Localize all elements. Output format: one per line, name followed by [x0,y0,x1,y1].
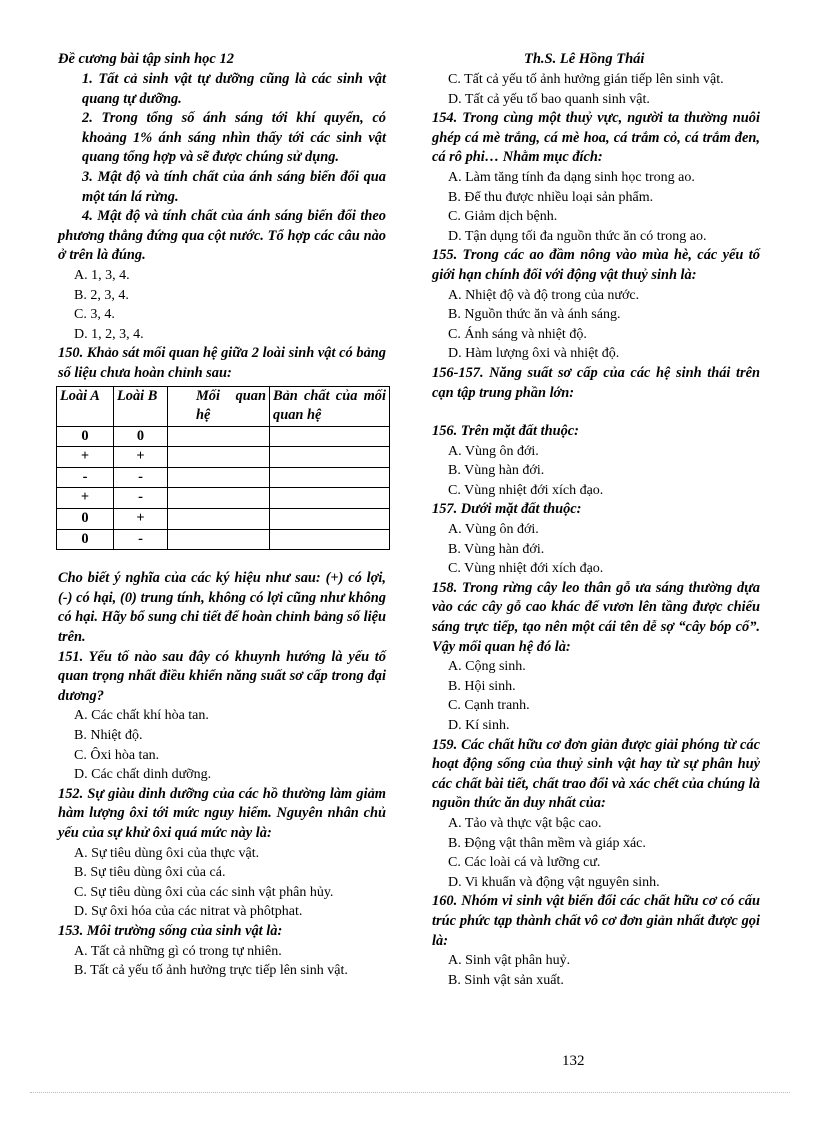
q151-question: 151. Yếu tố nào sau đây có khuynh hướng là yếu tố quan trọng nhất điều khiển năng suất sơ cấp trong đại dương? [58,648,386,704]
q154-option-c: C. Giảm dịch bệnh. [448,209,558,225]
table-cell-empty [168,447,270,468]
q155-option-b: B. Nguồn thức ăn và ánh sáng. [448,307,621,323]
table-cell-empty [168,509,270,530]
q149-statement-1: 1. Tất cả sinh vật tự dưỡng cũng là các sinh vật quang tự dưỡng. [82,71,386,107]
q157-option-c: C. Vùng nhiệt đới xích đạo. [448,561,604,577]
q150-question: 150. Khảo sát mối quan hệ giữa 2 loài sinh vật có bảng số liệu chưa hoàn chỉnh sau: [58,345,386,381]
relationship-table [56,386,390,551]
table-cell: - [57,467,114,488]
table-cell-empty [270,426,390,447]
table-cell: + [57,447,114,468]
q159-option-d: D. Vi khuẩn và động vật nguyên sinh. [448,874,660,890]
q149-statement-4: 4. Mật độ và tính chất của ánh sáng biến đổi theo phương thẳng đứng qua cột nước. Tổ hợp các câu nào ở trên là đúng. [58,208,386,264]
q156-option-a: A. Vùng ôn đới. [448,443,539,459]
table-cell-empty [270,509,390,530]
q149-option-d: D. 1, 2, 3, 4. [74,326,144,342]
table-cell-empty [270,447,390,468]
table-header: Bản chất của mối quan hệ [270,386,390,426]
table-cell: + [114,509,168,530]
table-cell: + [57,488,114,509]
q154-option-d: D. Tận dụng tối đa nguồn thức ăn có trong ao. [448,228,707,244]
q149-option-c: C. 3, 4. [74,307,115,323]
q150-note: Cho biết ý nghĩa của các ký hiệu như sau: (+) có lợi, (-) có hại, (0) trung tính, không có lợi cũng như không có hại. Hãy bổ sung chi tiết để hoàn chỉnh bảng số liệu trên. [58,570,386,646]
q151-option-d: D. Các chất dinh dưỡng. [74,767,212,783]
q158-option-d: D. Kí sinh. [448,718,510,733]
q153-option-c: C. Tất cả yếu tố ảnh hưởng gián tiếp lên sinh vật. [448,72,724,87]
header-right: Th.S. Lê Hồng Thái [524,51,645,67]
q149-option-a: A. 1, 3, 4. [74,267,130,283]
q155-option-d: D. Hàm lượng ôxi và nhiệt độ. [448,346,620,362]
q152-option-c: C. Sự tiêu dùng ôxi của các sinh vật phân hủy. [74,884,334,900]
table-cell-empty [168,488,270,509]
left-column [58,70,386,981]
table-row [57,426,390,447]
page-number: 132 [562,1053,585,1069]
q151-option-c: C. Ôxi hòa tan. [74,747,160,763]
table-row [57,529,390,550]
q158-question: 158. Trong rừng cây leo thân gỗ ưa sáng thường dựa vào các cây gỗ cao khác để vươn lên tầng được chiếu sáng trực tiếp, tạo nên một cái tên dễ sợ “cây bóp cổ”. Vậy mối quan hệ đó là: [432,579,760,655]
table-cell: - [114,529,168,550]
right-column [432,70,760,990]
table-cell: 0 [57,509,114,530]
q152-option-d: D. Sự ôxi hóa của các nitrat và phôtphat. [74,904,303,920]
q158-option-b: B. Hội sinh. [448,678,516,694]
table-header-row [57,386,390,426]
q158-option-c: C. Cạnh tranh. [448,698,530,714]
q153-option-b: B. Tất cả yếu tố ảnh hưởng trực tiếp lên sinh vật. [74,963,348,979]
table-row [57,447,390,468]
q149-statement-2: 2. Trong tổng số ánh sáng tới khí quyển, có khoảng 1% ánh sáng nhìn thấy tới các sinh vật quang tổng hợp và sẽ được chúng sử dụng. [82,110,386,166]
q159-option-a: A. Tảo và thực vật bậc cao. [448,815,602,831]
table-cell-empty [168,529,270,550]
q158-option-a: A. Cộng sinh. [448,659,526,675]
table-cell-empty [270,529,390,550]
table-header: Loài A [57,386,114,426]
q153-option-a: A. Tất cả những gì có trong tự nhiên. [74,943,282,959]
q156-option-c: C. Vùng nhiệt đới xích đạo. [448,482,604,498]
table-cell: 0 [114,426,168,447]
q153-option-d: D. Tất cả yếu tố bao quanh sinh vật. [448,91,650,107]
q152-option-a: A. Sự tiêu dùng ôxi của thực vật. [74,845,260,861]
q157-option-a: A. Vùng ôn đới. [448,522,539,538]
q152-option-b: B. Sự tiêu dùng ôxi của cá. [74,865,226,881]
q151-option-a: A. Các chất khí hòa tan. [74,708,209,724]
q152-question: 152. Sự giàu dinh dưỡng của các hồ thường làm giảm hàm lượng ôxi tới mức nguy hiểm. Nguyên nhân chủ yếu của sự khử ôxi quá mức này là: [58,785,386,841]
q154-question: 154. Trong cùng một thuỷ vực, người ta thường nuôi ghép cá mè trắng, cá mè hoa, cá trắm cỏ, cá trắm đen, cá rô phi… Nhằm mục đích: [432,110,760,166]
q156-question: 156. Trên mặt đất thuộc: [432,423,579,440]
q156-option-b: B. Vùng hàn đới. [448,463,545,479]
table-cell: + [114,447,168,468]
q159-question: 159. Các chất hữu cơ đơn giản được giải phóng từ các hoạt động sống của thuỷ sinh vật hay từ sự phân huỷ các chất bài tiết, chất trao đổi và xác chết của chúng là nguồn thức ăn duy nhất của: [432,736,760,812]
q149-statement-3: 3. Mật độ và tính chất của ánh sáng biến đổi qua một tán lá rừng. [82,168,386,205]
q155-option-a: A. Nhiệt độ và độ trong của nước. [448,287,640,303]
q157-question: 157. Dưới mặt đất thuộc: [432,501,582,518]
table-row [57,467,390,488]
table-cell: - [114,488,168,509]
q160-option-b: B. Sinh vật sản xuất. [448,972,564,988]
table-cell-empty [168,467,270,488]
q149-option-b: B. 2, 3, 4. [74,287,129,303]
page-bottom-divider [30,1092,790,1093]
q160-question: 160. Nhóm vi sinh vật biến đổi các chất hữu cơ có cấu trúc phức tạp thành chất vô cơ đơn giản nhất được gọi là: [432,893,760,949]
q157-option-b: B. Vùng hàn đới. [448,541,545,557]
table-cell-empty [270,488,390,509]
table-row [57,488,390,509]
q154-option-b: B. Để thu được nhiều loại sản phẩm. [448,189,654,205]
q153-question: 153. Môi trường sống của sinh vật là: [58,922,283,939]
q159-option-c: C. Các loài cá và lưỡng cư. [448,855,601,871]
table-header: Loài B [114,386,168,426]
q154-option-a: A. Làm tăng tính đa dạng sinh học trong ao. [448,169,695,185]
q155-question: 155. Trong các ao đầm nông vào mùa hè, các yếu tố giới hạn chính đối với động vật thuỷ sinh là: [432,247,760,283]
table-header: Mối quan hệ [168,386,270,426]
table-row [57,509,390,530]
table-cell-empty [270,467,390,488]
q159-option-b: B. Động vật thân mềm và giáp xác. [448,835,646,851]
table-cell: - [114,467,168,488]
q151-option-b: B. Nhiệt độ. [74,728,143,743]
header-left: Đề cương bài tập sinh học 12 [58,51,234,67]
table-cell: 0 [57,426,114,447]
q160-option-a: A. Sinh vật phân huỷ. [448,953,571,969]
q155-option-c: C. Ánh sáng và nhiệt độ. [448,326,587,342]
q156-157-question: 156-157. Năng suất sơ cấp của các hệ sinh thái trên cạn tập trung phần lớn: [432,364,760,401]
table-cell-empty [168,426,270,447]
table-cell: 0 [57,529,114,550]
